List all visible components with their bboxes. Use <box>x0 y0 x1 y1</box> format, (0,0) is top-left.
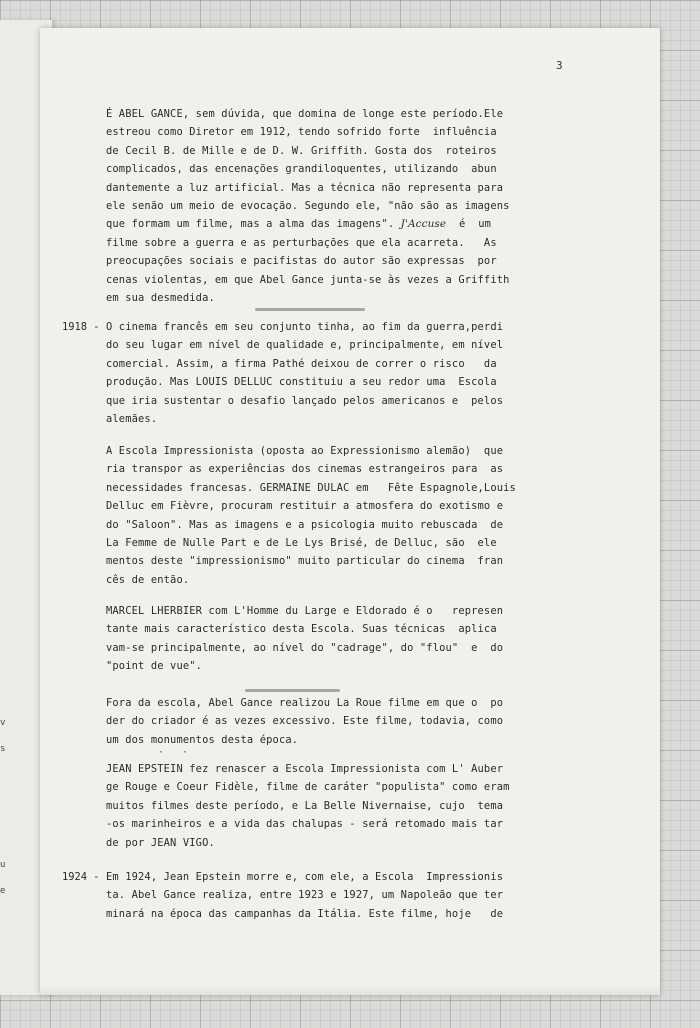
page-number: 3 <box>556 59 563 72</box>
text-line: ele senão um meio de evocação. Segundo ele, "não são as imagens <box>106 200 510 213</box>
text-line: filme sobre a guerra e as perturbações que ela acarreta. As <box>106 236 497 249</box>
paragraph-jean-epstein <box>106 760 568 852</box>
document-page <box>40 28 660 995</box>
text-line: muitos filmes deste período, e La Belle Nivernaise, cujo tema <box>106 799 504 812</box>
paragraph-escola-impressionista <box>106 442 568 589</box>
text-line: cês de então. <box>106 573 190 586</box>
text-line: ria transpor as experiências dos cinemas estrangeiros para as <box>106 463 504 476</box>
text-line: dantemente a luz artificial. Mas a técnica não representa para <box>106 181 504 194</box>
paragraph-1924 <box>106 868 568 923</box>
paragraph-marcel-lherbier <box>106 602 568 676</box>
text-line: do "Saloon". Mas as imagens e a psicologia muito rebuscada de <box>106 518 504 531</box>
text-line: de por JEAN VIGO. <box>106 836 215 849</box>
text-line: "point de vue". <box>106 660 203 673</box>
underlying-page-marks <box>0 710 5 904</box>
section-separator <box>245 689 340 692</box>
year-marker-1924: 1924 - <box>62 871 100 883</box>
section-separator <box>255 308 365 311</box>
paragraph-1918 <box>106 318 568 428</box>
text-line: ge Rouge e Coeur Fidèle, filme de caráter "populista" como eram <box>106 781 510 794</box>
text-line: MARCEL LHERBIER com L'Homme du Large e Eldorado é o represen <box>106 605 504 617</box>
text-line: -os marinheiros e a vida das chalupas - será retomado mais tar <box>106 818 504 831</box>
text-line: minará na época das campanhas da Itália. Este filme, hoje de <box>106 907 504 920</box>
text-line: um dos monumentos desta época. <box>106 733 299 746</box>
text-line: O cinema francês em seu conjunto tinha, ao fim da guerra,perdi <box>106 321 504 333</box>
text-line: comercial. Assim, a firma Pathé deixou de correr o risco da <box>106 357 497 370</box>
text-line: preocupações sociais e pacifistas do autor são expressas por <box>106 255 497 268</box>
text-line: Fora da escola, Abel Gance realizou La Roue filme em que o po <box>106 697 504 709</box>
paragraph-la-roue <box>106 694 568 749</box>
underlying-mark: u <box>0 860 6 870</box>
text-line: vam-se principalmente, ao nível do "cadrage", do "flou" e do <box>106 641 504 654</box>
underlying-mark: s <box>0 744 6 754</box>
decorative-dots: · · <box>158 747 195 758</box>
text-line: JEAN EPSTEIN fez renascer a Escola Impressionista com L' Auber <box>106 763 504 775</box>
text-line: É ABEL GANCE, sem dúvida, que domina de longe este período.Ele <box>106 108 504 120</box>
text-line: estreou como Diretor em 1912, tendo sofrido forte influência <box>106 126 497 139</box>
year-marker-1918: 1918 - <box>62 321 100 333</box>
text-line: mentos deste "impressionismo" muito particular do cinema fran <box>106 555 504 568</box>
text-line: La Femme de Nulle Part e de Le Lys Brisé, de Delluc, são ele <box>106 537 497 550</box>
text-line: cenas violentas, em que Abel Gance junta-se às vezes a Griffith <box>106 273 510 286</box>
text-line: Em 1924, Jean Epstein morre e, com ele, a Escola Impressionis <box>106 871 504 883</box>
text-line: A Escola Impressionista (oposta ao Expressionismo alemão) que <box>106 445 504 457</box>
underlying-mark: v <box>0 718 6 728</box>
text-line: der do criador é as vezes excessivo. Este filme, todavia, como <box>106 715 504 728</box>
text-line: alemães. <box>106 413 158 426</box>
text-line: ta. Abel Gance realiza, entre 1923 e 1927, um Napoleão que ter <box>106 889 504 902</box>
text-line: de Cecil B. de Mille e de D. W. Griffith. Gosta dos roteiros <box>106 144 497 157</box>
text-line: tante mais característico desta Escola. Suas técnicas aplica <box>106 623 497 636</box>
text-line: em sua desmedida. <box>106 292 215 305</box>
text-line: do seu lugar em nível de qualidade e, principalmente, em nível <box>106 339 504 352</box>
underlying-mark: e <box>0 886 6 896</box>
text-line: produção. Mas LOUIS DELLUC constituiu a seu redor uma Escola <box>106 376 497 389</box>
text-line: que formam um filme, mas a alma das imagens". J'Accuse é um <box>106 218 492 231</box>
text-line: necessidades francesas. GERMAINE DULAC em Fête Espagnole,Louis <box>106 481 516 494</box>
text-line: Delluc em Fièvre, procuram restituir a atmosfera do exotismo e <box>106 500 504 513</box>
film-title: J'Accuse <box>400 218 447 231</box>
text-line: complicados, das encenações grandiloquentes, utilizando abun <box>106 163 497 176</box>
paragraph-abel-gance <box>106 105 568 307</box>
text-line: que iria sustentar o desafio lançado pelos americanos e pelos <box>106 394 504 407</box>
page-bottom-edge <box>40 985 660 995</box>
